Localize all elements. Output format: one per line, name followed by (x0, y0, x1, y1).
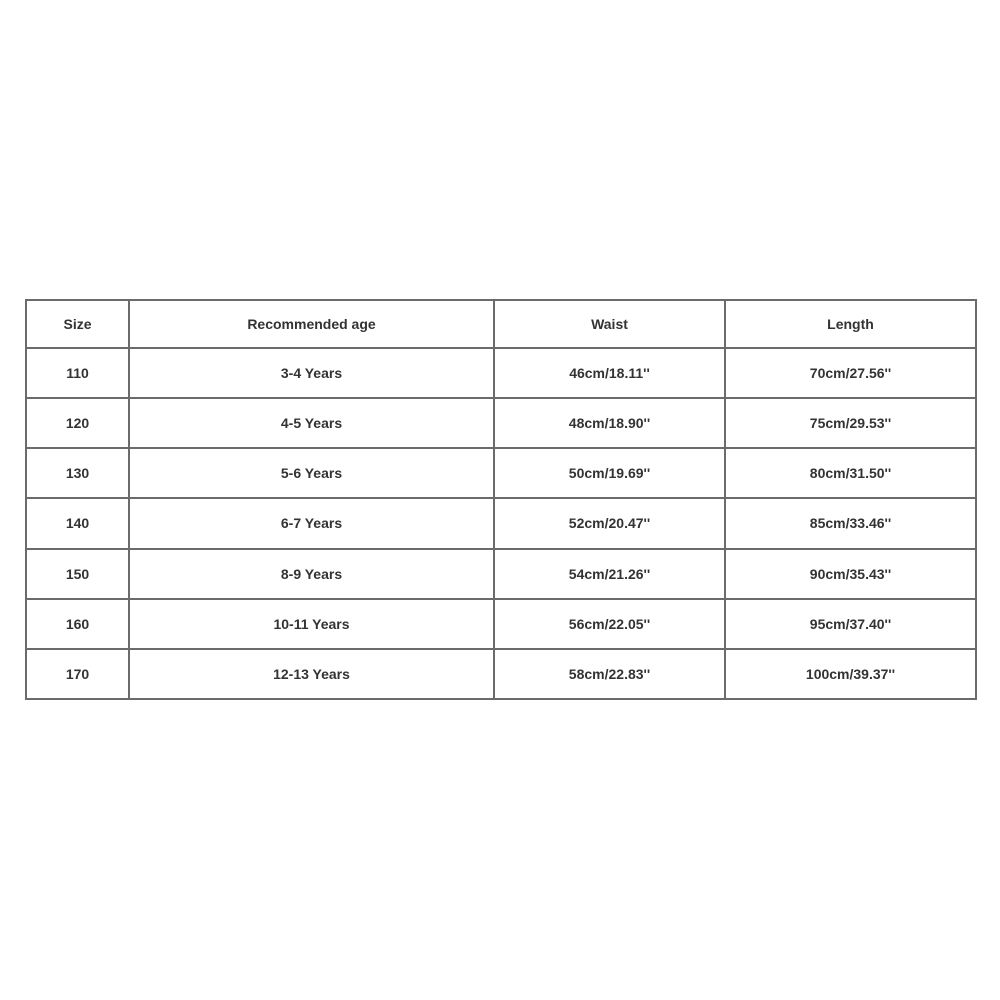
cell-length: 70cm/27.56'' (725, 348, 976, 398)
cell-waist: 48cm/18.90'' (494, 398, 725, 448)
cell-recommended-age: 4-5 Years (129, 398, 494, 448)
table-row (26, 599, 976, 649)
cell-length: 95cm/37.40'' (725, 599, 976, 649)
cell-size: 120 (26, 398, 129, 448)
cell-length: 85cm/33.46'' (725, 498, 976, 548)
cell-waist: 56cm/22.05'' (494, 599, 725, 649)
header-row (26, 300, 976, 348)
table-row (26, 398, 976, 448)
cell-recommended-age: 10-11 Years (129, 599, 494, 649)
cell-length: 90cm/35.43'' (725, 549, 976, 599)
size-chart-body (26, 348, 976, 699)
cell-length: 100cm/39.37'' (725, 649, 976, 699)
cell-recommended-age: 8-9 Years (129, 549, 494, 599)
cell-waist: 52cm/20.47'' (494, 498, 725, 548)
table-row (26, 448, 976, 498)
cell-waist: 54cm/21.26'' (494, 549, 725, 599)
table-row (26, 649, 976, 699)
cell-size: 130 (26, 448, 129, 498)
table-row (26, 549, 976, 599)
cell-waist: 50cm/19.69'' (494, 448, 725, 498)
cell-recommended-age: 12-13 Years (129, 649, 494, 699)
cell-size: 150 (26, 549, 129, 599)
size-chart-table (25, 299, 977, 700)
cell-recommended-age: 5-6 Years (129, 448, 494, 498)
cell-recommended-age: 3-4 Years (129, 348, 494, 398)
cell-waist: 58cm/22.83'' (494, 649, 725, 699)
cell-length: 80cm/31.50'' (725, 448, 976, 498)
header-recommended-age: Recommended age (129, 300, 494, 348)
cell-recommended-age: 6-7 Years (129, 498, 494, 548)
cell-size: 160 (26, 599, 129, 649)
header-size: Size (26, 300, 129, 348)
cell-size: 170 (26, 649, 129, 699)
header-waist: Waist (494, 300, 725, 348)
table-row (26, 498, 976, 548)
table-row (26, 348, 976, 398)
cell-length: 75cm/29.53'' (725, 398, 976, 448)
cell-size: 110 (26, 348, 129, 398)
cell-size: 140 (26, 498, 129, 548)
cell-waist: 46cm/18.11'' (494, 348, 725, 398)
size-chart-header (26, 300, 976, 348)
header-length: Length (725, 300, 976, 348)
